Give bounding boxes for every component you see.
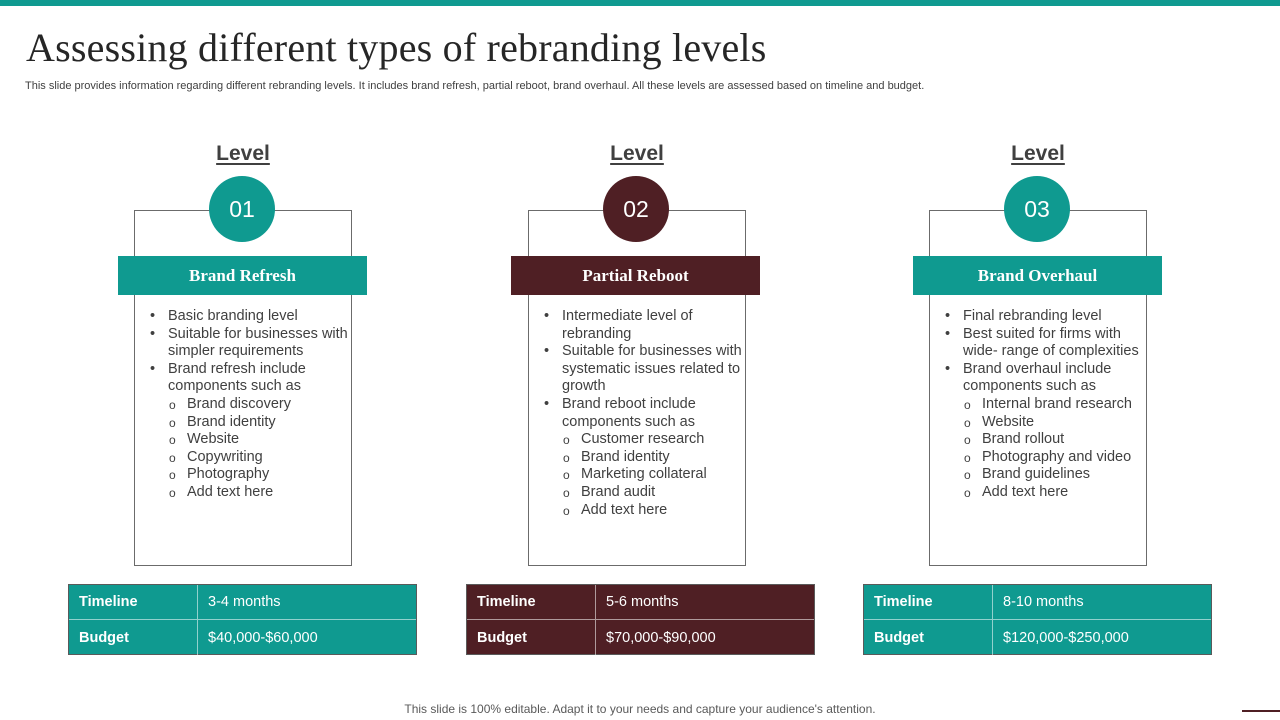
sub-bullet-item: o Internal brand research — [942, 396, 1147, 414]
sub-bullet-item: o Add text here — [147, 484, 352, 502]
level-number-badge-2: 02 — [603, 176, 669, 242]
top-accent-bar — [0, 0, 1280, 6]
level-bullet-list-1 — [147, 308, 352, 502]
page-subtitle: This slide provides information regarding different rebranding levels. It includes brand refresh, partial reboot, brand overhaul. All these levels are assessed based on timeline and budget. — [25, 80, 925, 92]
budget-row — [467, 620, 814, 655]
budget-label: Budget — [864, 620, 993, 655]
level-name-banner-3: Brand Overhaul — [913, 256, 1162, 295]
sub-bullet-item: o Add text here — [942, 484, 1147, 502]
timeline-label: Timeline — [864, 585, 993, 619]
timeline-value: 8-10 months — [1003, 594, 1084, 610]
timeline-budget-table-3 — [863, 584, 1212, 655]
sub-bullet-item: o Website — [147, 431, 352, 449]
budget-label: Budget — [69, 620, 198, 655]
timeline-budget-table-2 — [466, 584, 815, 655]
sub-bullet-item: o Brand audit — [541, 484, 746, 502]
timeline-budget-table-1 — [68, 584, 417, 655]
budget-label: Budget — [467, 620, 596, 655]
sub-bullet-item: o Brand discovery — [147, 396, 352, 414]
corner-accent-line — [1242, 710, 1280, 712]
bullet-item: • Brand overhaul include components such as — [942, 361, 1147, 396]
budget-value: $40,000-$60,000 — [208, 629, 318, 646]
bullet-item: • Brand refresh include components such as — [147, 361, 352, 396]
budget-value: $120,000-$250,000 — [1003, 629, 1129, 646]
level-label-2: Level — [610, 142, 664, 165]
level-bullet-list-2 — [541, 308, 746, 519]
bullet-item: • Basic branding level — [147, 308, 352, 326]
level-label-1: Level — [216, 142, 270, 165]
budget-value: $70,000-$90,000 — [606, 629, 716, 646]
sub-bullet-item: o Brand identity — [147, 414, 352, 432]
level-label-3: Level — [1011, 142, 1065, 165]
timeline-row — [69, 585, 416, 620]
level-name-banner-2: Partial Reboot — [511, 256, 760, 295]
timeline-row — [467, 585, 814, 620]
bullet-item: • Best suited for firms with wide- range of complexities — [942, 326, 1147, 361]
level-details-2 — [541, 308, 746, 519]
footer-note: This slide is 100% editable. Adapt it to your needs and capture your audience's attention. — [404, 702, 876, 716]
timeline-label: Timeline — [69, 585, 198, 619]
sub-bullet-item: o Marketing collateral — [541, 466, 746, 484]
bullet-item: • Brand reboot include components such as — [541, 396, 746, 431]
sub-bullet-item: o Brand guidelines — [942, 466, 1147, 484]
bullet-item: • Suitable for businesses with simpler requirements — [147, 326, 352, 361]
level-number-badge-3: 03 — [1004, 176, 1070, 242]
bullet-item: • Intermediate level of rebranding — [541, 308, 746, 343]
budget-row — [69, 620, 416, 655]
sub-bullet-item: o Photography and video — [942, 449, 1147, 467]
sub-bullet-item: o Brand rollout — [942, 431, 1147, 449]
level-details-1 — [147, 308, 352, 502]
sub-bullet-item: o Copywriting — [147, 449, 352, 467]
timeline-value: 3-4 months — [208, 594, 281, 610]
level-bullet-list-3 — [942, 308, 1147, 502]
sub-bullet-item: o Photography — [147, 466, 352, 484]
bullet-item: • Final rebranding level — [942, 308, 1147, 326]
sub-bullet-item: o Brand identity — [541, 449, 746, 467]
sub-bullet-item: o Customer research — [541, 431, 746, 449]
budget-row — [864, 620, 1211, 655]
sub-bullet-item: o Website — [942, 414, 1147, 432]
level-details-3 — [942, 308, 1147, 502]
sub-bullet-item: o Add text here — [541, 502, 746, 520]
timeline-label: Timeline — [467, 585, 596, 619]
page-title: Assessing different types of rebranding levels — [26, 25, 767, 70]
timeline-value: 5-6 months — [606, 594, 679, 610]
bullet-item: • Suitable for businesses with systematic issues related to growth — [541, 343, 746, 396]
timeline-row — [864, 585, 1211, 620]
level-number-badge-1: 01 — [209, 176, 275, 242]
level-name-banner-1: Brand Refresh — [118, 256, 367, 295]
